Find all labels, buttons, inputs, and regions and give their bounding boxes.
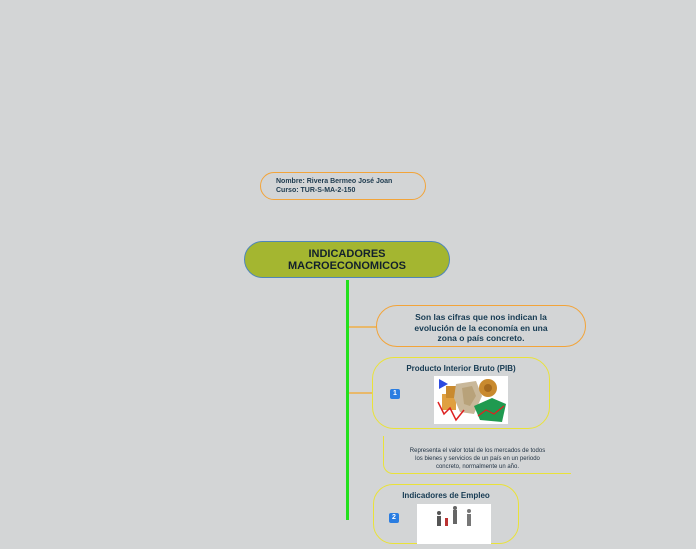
pib-description[interactable]: [383, 436, 571, 474]
connector-pib: [349, 392, 373, 394]
pib-desc-line1: Representa el valor total de los mercados de todos: [409, 448, 546, 454]
definition-text-line3: zona o país concreto.: [437, 333, 525, 343]
employment-node[interactable]: [373, 484, 519, 544]
root-title-line1: INDICADORES: [308, 248, 386, 260]
pib-desc-line2: los bienes y servicios de un país en un periodo: [415, 456, 540, 462]
pib-title: Producto Interior Bruto (PIB): [406, 364, 516, 373]
definition-node[interactable]: [376, 305, 586, 347]
author-course-text: Curso: TUR-S-MA-2-150: [276, 187, 356, 194]
connector-definition: [349, 326, 377, 328]
employment-image: [417, 504, 491, 544]
definition-text-line2: evolución de la economía en una: [414, 322, 548, 333]
play-icon[interactable]: [439, 379, 448, 389]
definition-text-line1: Son las cifras que nos indican la: [415, 312, 547, 322]
number-1-icon: 1: [390, 389, 400, 399]
pib-desc-line3: concreto, normalmente un año.: [435, 464, 520, 470]
number-2-icon: 2: [389, 513, 399, 523]
main-branch-line: [346, 280, 349, 520]
author-node[interactable]: [260, 172, 426, 200]
root-title-line2: MACROECONOMICOS: [288, 260, 406, 272]
root-topic[interactable]: [244, 241, 450, 278]
author-name-text: Nombre: Rivera Bermeo José Joan: [276, 178, 393, 185]
pib-node[interactable]: [372, 357, 550, 429]
employment-title: Indicadores de Empleo: [402, 491, 490, 500]
pib-image: [434, 376, 508, 424]
